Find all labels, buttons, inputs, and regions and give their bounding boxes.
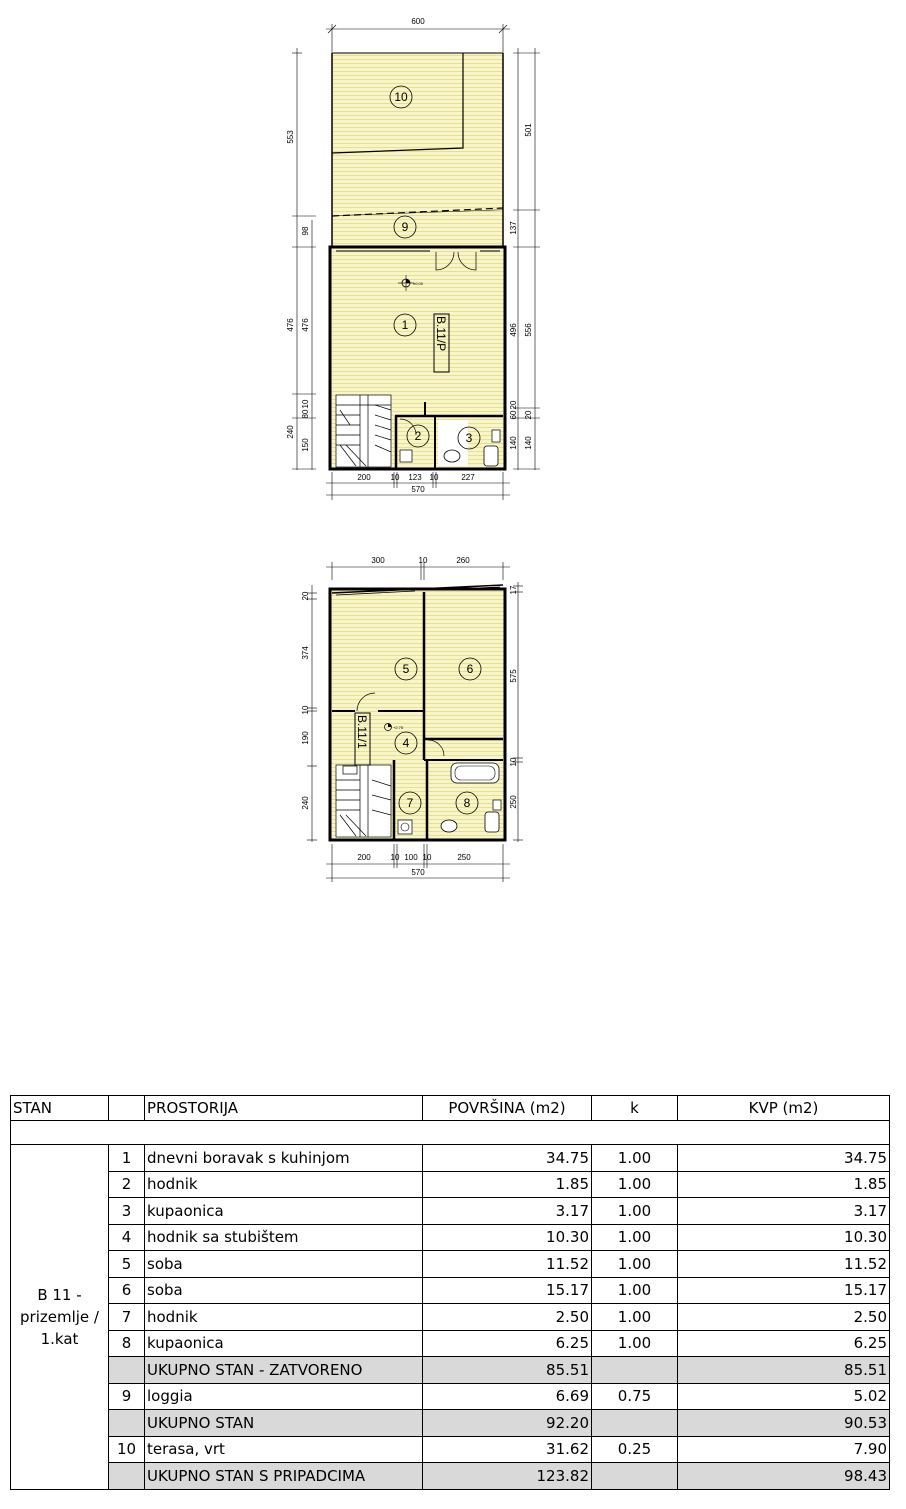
dim-label: 240 [301,796,310,810]
dim-label: 570 [411,485,425,494]
dim-label: 250 [509,795,518,809]
dim-label: 200 [357,853,371,862]
ground-floor-plan [286,17,540,500]
dim-label: 600 [411,17,425,26]
dim-label: 17 [509,585,518,595]
dim-label: 80 [301,409,310,419]
area-table [10,1095,890,1490]
dim-label: 10 [418,556,428,565]
dim-label: 150 [301,438,310,452]
staircase [336,395,391,467]
dim-label: 98 [301,226,310,236]
svg-text:5: 5 [402,662,410,676]
dim-label: 10 [301,705,310,715]
svg-text:6: 6 [466,662,474,676]
dim-label: 20 [301,591,310,601]
summary-row-stan: UKUPNO STAN 92.20 90.53 [11,1410,890,1437]
stan-cell: B 11 - prizemlje / 1.kat [11,1145,109,1490]
svg-text:B.11/P: B.11/P [434,316,448,352]
table-row: 5 soba 11.52 1.00 11.52 [11,1251,890,1278]
dim-label: 227 [461,473,475,482]
svg-text:2: 2 [414,429,422,443]
svg-text:1: 1 [401,318,409,332]
summary-row-total: UKUPNO STAN S PRIPADCIMA 123.82 98.43 [11,1463,890,1490]
svg-text:B.11/1: B.11/1 [355,715,369,749]
table-row: 3 kupaonica 3.17 1.00 3.17 [11,1198,890,1225]
table-row: 4 hodnik sa stubištem 10.30 1.00 10.30 [11,1224,890,1251]
dim-label: 250 [457,853,471,862]
table-spacer-row [11,1121,890,1145]
svg-text:±0.00: ±0.00 [413,281,423,286]
table-row: 9 loggia 6.69 0.75 5.02 [11,1383,890,1410]
dim-label: 137 [509,221,518,235]
dim-label: 240 [286,425,295,439]
header-stan: STAN [11,1096,109,1121]
dim-label: 575 [509,669,518,683]
dim-label: 300 [371,556,385,565]
dim-label: 10 [301,399,310,409]
room-10-terrace [332,53,503,216]
upper-floor-plan [301,556,523,882]
svg-text:4: 4 [402,736,410,750]
table-row: B 11 - prizemlje / 1.kat 1 dnevni boravak s kuhinjom 34.75 1.00 34.75 [11,1145,890,1172]
table-row: 8 kupaonica 6.25 1.00 6.25 [11,1330,890,1357]
dim-label: 20 [509,400,518,410]
header-povrsina: POVRŠINA (m2) [423,1096,592,1121]
dim-label: 570 [411,868,425,877]
header-no [109,1096,145,1121]
svg-text:10: 10 [394,90,408,104]
table-row: 10 terasa, vrt 31.62 0.25 7.90 [11,1436,890,1463]
table-row: 7 hodnik 2.50 1.00 2.50 [11,1304,890,1331]
staircase [336,765,391,837]
room-9-loggia [332,210,503,247]
dim-label: 190 [301,731,310,745]
dim-label: 10 [422,853,432,862]
dim-label: 501 [524,123,533,137]
dim-label: 496 [509,323,518,337]
dim-label: 10 [390,473,400,482]
svg-text:7: 7 [406,796,414,810]
svg-text:8: 8 [463,796,471,810]
dim-label: 20 [524,410,533,420]
table-row: 2 hodnik 1.85 1.00 1.85 [11,1171,890,1198]
dim-label: 476 [286,318,295,332]
svg-text:9: 9 [401,220,409,234]
dim-label: 10 [429,473,439,482]
svg-text:+2.75: +2.75 [393,725,404,730]
dim-label: 140 [509,436,518,450]
dim-label: 123 [408,473,422,482]
table-header [11,1096,890,1121]
dim-label: 60 [509,410,518,420]
dim-label: 260 [456,556,470,565]
dim-label: 200 [357,473,371,482]
dim-label: 100 [404,853,418,862]
dim-label: 556 [524,323,533,337]
dim-label: 10 [390,853,400,862]
dim-label: 10 [509,757,518,767]
summary-row-closed: UKUPNO STAN - ZATVORENO 85.51 85.51 [11,1357,890,1384]
svg-text:3: 3 [465,431,473,445]
dim-label: 553 [286,130,295,144]
table-row: 6 soba 15.17 1.00 15.17 [11,1277,890,1304]
dim-label: 374 [301,646,310,660]
header-prostorija: PROSTORIJA [145,1096,423,1121]
header-k: k [592,1096,678,1121]
dim-label: 476 [301,318,310,332]
header-kvp: KVP (m2) [678,1096,890,1121]
dim-top [326,24,510,52]
dim-label: 140 [524,436,533,450]
